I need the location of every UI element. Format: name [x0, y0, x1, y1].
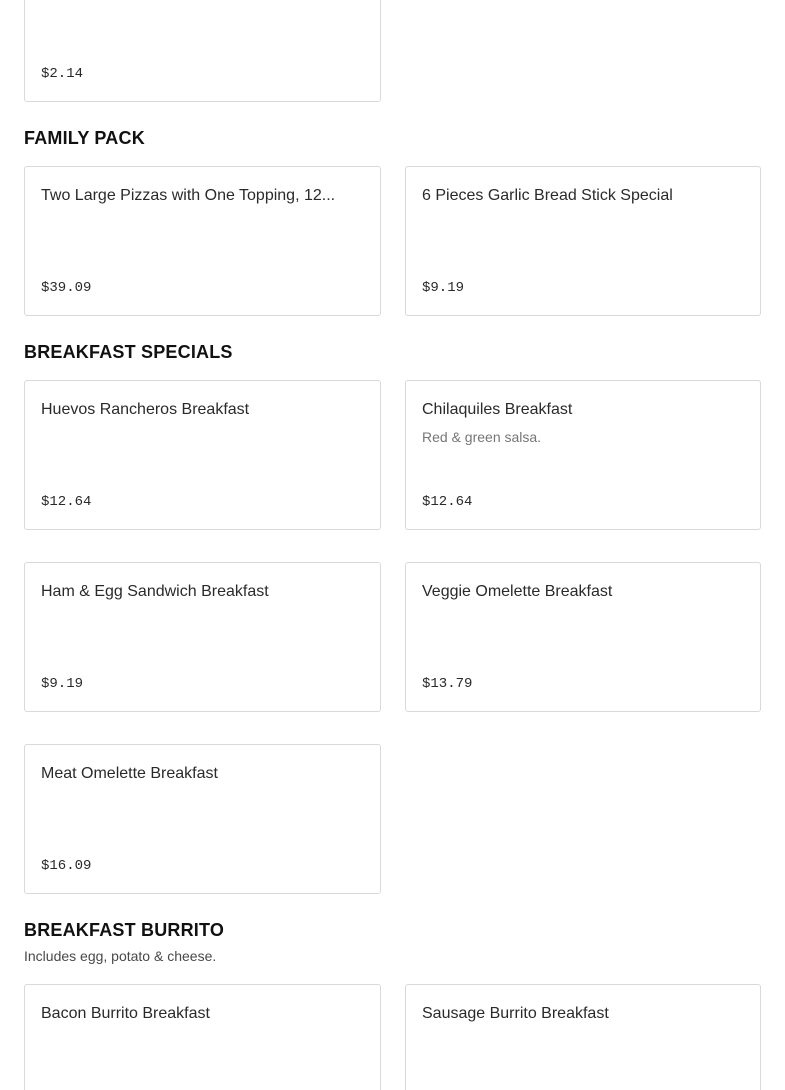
item-name: Sausage Burrito Breakfast: [422, 1005, 609, 1022]
menu-item-card[interactable]: [24, 744, 381, 894]
item-name: 6 Pieces Garlic Bread Stick Special: [422, 187, 673, 204]
item-name: Veggie Omelette Breakfast: [422, 583, 613, 600]
item-price: $12.64: [422, 494, 473, 510]
section-title-breakfast-specials: BREAKFAST SPECIALS: [24, 342, 233, 362]
menu-item-card[interactable]: [24, 562, 381, 712]
menu-item-card[interactable]: [405, 562, 761, 712]
menu-item-card[interactable]: [405, 380, 761, 530]
menu-item-card[interactable]: [24, 166, 381, 316]
menu-item-card[interactable]: [24, 0, 381, 102]
menu-item-card[interactable]: [24, 984, 381, 1090]
item-name: Chilaquiles Breakfast: [422, 401, 573, 418]
menu-item-card[interactable]: [405, 166, 761, 316]
item-description: Red & green salsa.: [422, 429, 542, 445]
item-price: $9.19: [41, 676, 84, 692]
item-name: Meat Omelette Breakfast: [41, 765, 218, 782]
item-price: $12.64: [41, 494, 92, 510]
item-price: $13.79: [422, 676, 473, 692]
item-price: $9.19: [422, 280, 465, 296]
item-name: Bacon Burrito Breakfast: [41, 1005, 210, 1022]
section-title-breakfast-burrito: BREAKFAST BURRITO: [24, 920, 225, 940]
item-name: Huevos Rancheros Breakfast: [41, 401, 250, 418]
item-price: $16.09: [41, 858, 92, 874]
item-name: Ham & Egg Sandwich Breakfast: [41, 583, 269, 600]
item-name: Two Large Pizzas with One Topping, 12...: [41, 187, 336, 204]
section-title-family-pack: FAMILY PACK: [24, 128, 145, 148]
menu-item-card[interactable]: [405, 984, 761, 1090]
menu-item-card[interactable]: [24, 380, 381, 530]
item-price: $39.09: [41, 280, 92, 296]
item-price: $2.14: [41, 66, 84, 82]
section-description: Includes egg, potato & cheese.: [24, 948, 217, 964]
